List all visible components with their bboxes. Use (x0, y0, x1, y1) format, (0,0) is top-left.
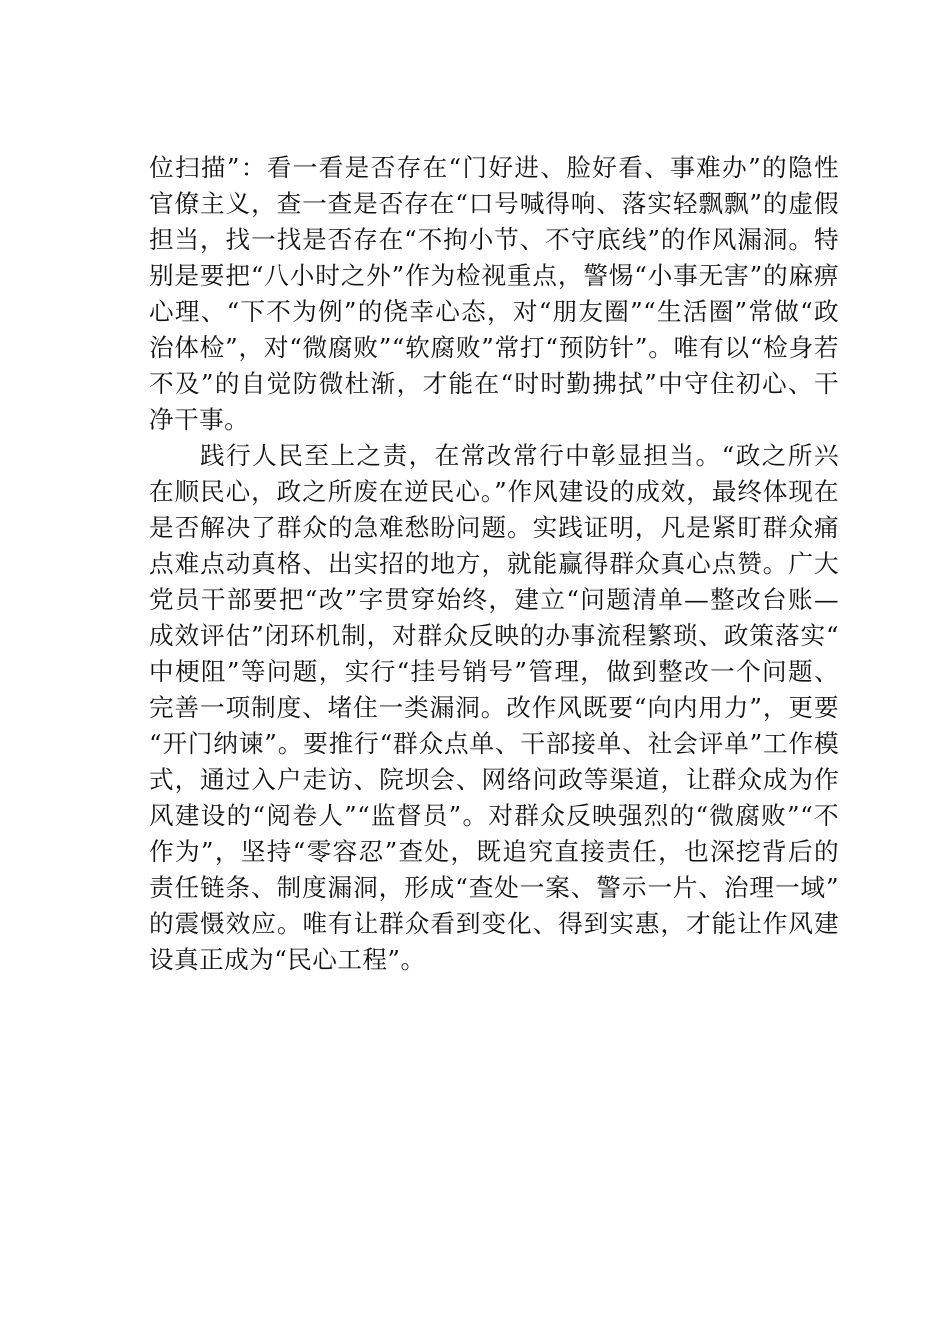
document-body (149, 150, 839, 978)
paragraph-continued: 位扫描”：看一看是否存在“门好进、脸好看、事难办”的隐性官僚主义，查一查是否存在“口号喊得响、落实轻飘飘”的虚假担当，找一找是否存在“不拘小节、不守底线”的作风漏洞。特别是要把“八小时之外”作为检视重点，警惕“小事无害”的麻痹心理、“下不为例”的侥幸心态，对“朋友圈”“生活圈”常做“政治体检”，对“微腐败”“软腐败”常打“预防针”。唯有以“检身若不及”的自觉防微杜渐，才能在“时时勤拂拭”中守住初心、干净干事。 (149, 153, 839, 434)
paragraph-people-first: 践行人民至上之责，在常改常行中彰显担当。“政之所兴在顺民心，政之所废在逆民心。”作风建设的成效，最终体现在是否解决了群众的急难愁盼问题。实践证明，凡是紧盯群众痛点难点动真格、出实招的地方，就能赢得群众真心点赞。广大党员干部要把“改”字贯穿始终，建立“问题清单—整改台账—成效评估”闭环机制，对群众反映的办事流程繁琐、政策落实“中梗阻”等问题，实行“挂号销号”管理，做到整改一个问题、完善一项制度、堵住一类漏洞。改作风既要“向内用力”，更要“开门纳谏”。要推行“群众点单、干部接单、社会评单”工作模式，通过入户走访、院坝会、网络问政等渠道，让群众成为作风建设的“阅卷人”“监督员”。对群众反映强烈的“微腐败”“不作为”，坚持“零容忍”查处，既追究直接责任，也深挖背后的责任链条、制度漏洞，形成“查处一案、警示一片、治理一域”的震慑效应。唯有让群众看到变化、得到实惠，才能让作风建设真正成为“民心工程”。 (149, 441, 839, 974)
